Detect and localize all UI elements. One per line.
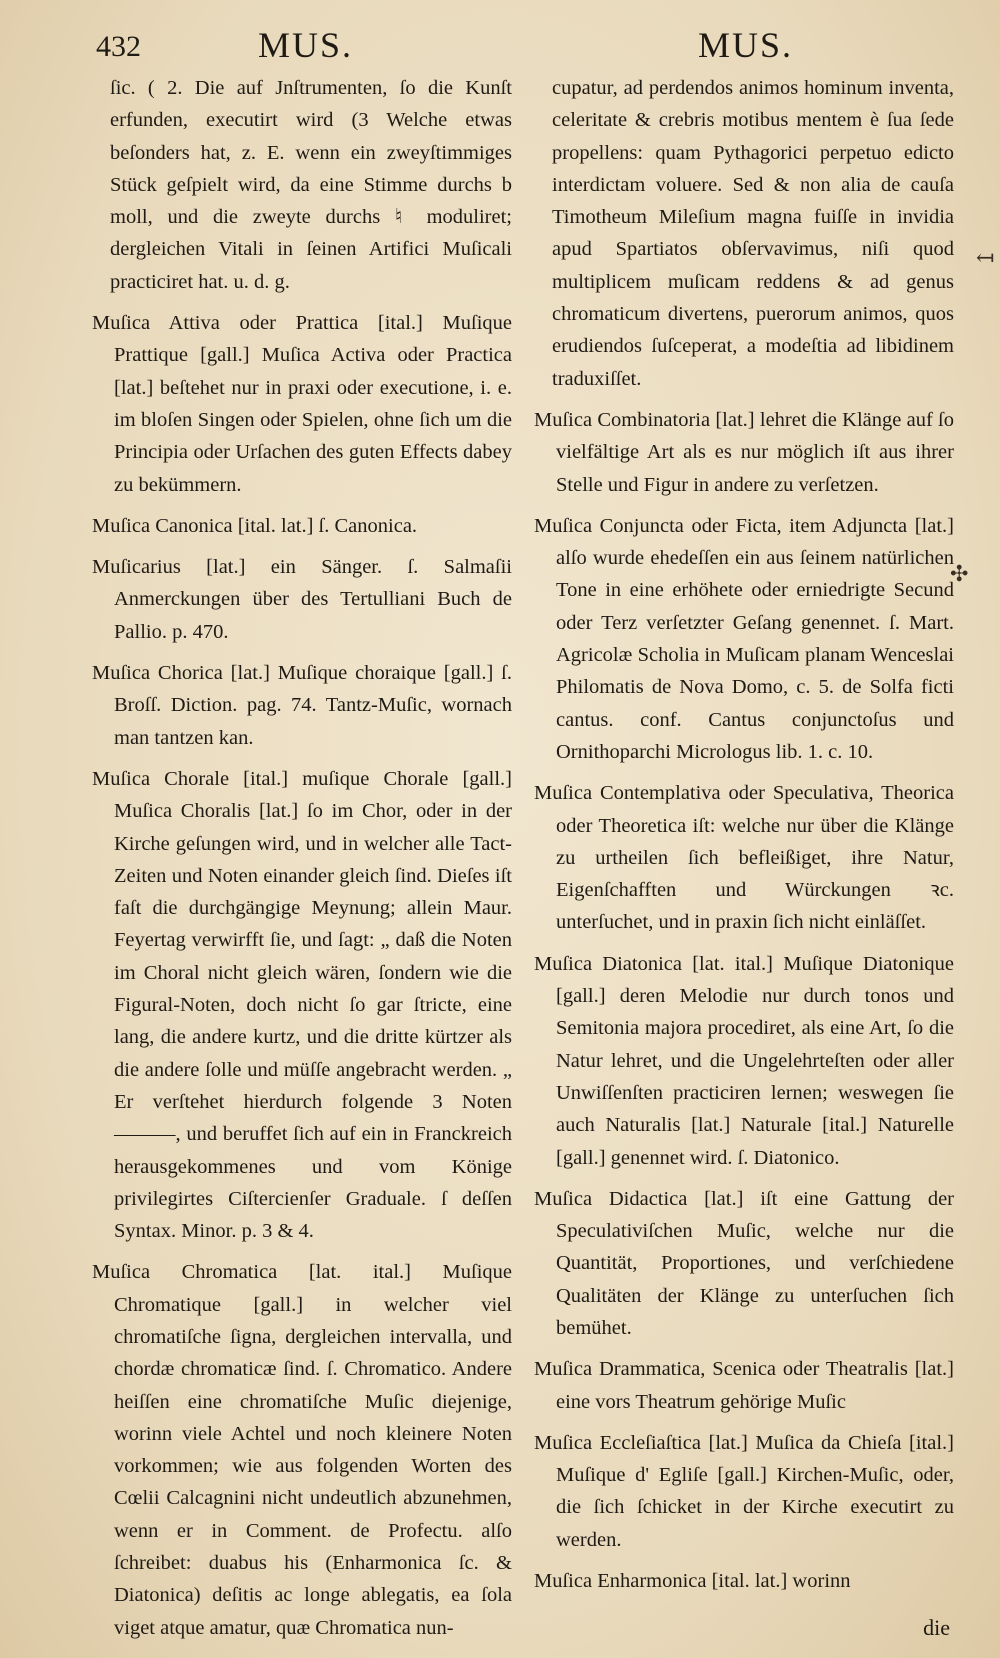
entry-musica-drammatica: Muſica Drammatica, Scenica oder Theatralis [lat.] eine vors Theatrum gehörige Muſic: [534, 1358, 954, 1413]
left-continuation: ſic. ( 2. Die auf Jnſtrumenten, ſo die Kunſt erfunden, executirt wird (3 Welche etwas beſonders hat, z. E. wenn ein zweyſtimmiges Stück geſpielt wird, da eine Stimme durchs b moll, und die zweyte durchs ♮ moduliret; dergleichen Vitali in ſeinen Artifici Muſicali practiciret hat. u. d. g.: [110, 77, 512, 293]
entry-musica-enharmonica: Muſica Enharmonica [ital. lat.] worinn: [534, 1570, 851, 1593]
running-head-left: MUS.: [258, 25, 354, 65]
entry-musica-combinatoria: Muſica Combinatoria [lat.] lehret die Klänge auf ſo vielfältige Art als es nur möglich iſt aus ihrer Stelle und Figur in andere zu verſetzen.: [534, 408, 954, 496]
page-number: 432: [96, 30, 141, 63]
page-header: [0, 18, 1000, 68]
entry-musica-canonica: Muſica Canonica [ital. lat.] ſ. Canonica.: [92, 514, 418, 537]
running-head-right: MUS.: [698, 25, 794, 65]
entry-musica-didactica: Muſica Didactica [lat.] iſt eine Gattung der Speculativiſchen Muſic, welche nur die Quantität, Proportiones, und verſchiedene Qualitäten der Klänge zu unterſuchen ſich bemühet.: [534, 1187, 954, 1339]
entry-musica-chorale: Muſica Chorale [ital.] muſique Chorale [gall.] Muſica Choralis [lat.] ſo im Chor, oder in der Kirche geſungen wird, und in welcher alle Tact-Zeiten und Noten einander gleich ſind. Dieſes iſt faſt die durchgängige Meynung; allein Maur. Feyertag verwirfft ſie, und ſagt: „ daß die Noten im Choral nicht gleich wären, ſondern wie die Figural-Noten, doch nicht ſo gar ſtricte, eine lang, die andere kurtz, und die dritte kürtzer als die andere ſolle und müſſe angebracht werden. „ Er verſtehet hierdurch folgende 3 Noten ———, und beruffet ſich auf ein in Franckreich herausgekommenes und vom Könige privilegirtes Ciſtercienſer Graduale. ſ deſſen Syntax. Minor. p. 3 & 4.: [92, 767, 512, 1243]
entry-musicarius: Muſicarius [lat.] ein Sänger. ſ. Salmaſii Anmerckungen über des Tertulliani Buch de Pallio. p. 470.: [92, 556, 512, 643]
entry-musica-chorica: Muſica Chorica [lat.] Muſique choraique [gall.] ſ. Broſſ. Diction. pag. 74. Tantz-Muſic, wornach man tantzen kan.: [92, 662, 512, 749]
right-column: [534, 72, 954, 1606]
margin-mark-icon: ✣: [950, 562, 969, 587]
margin-mark-icon: ↤: [976, 246, 995, 271]
entry-musica-conjuncta: Muſica Conjuncta oder Ficta, item Adjuncta [lat.] alſo wurde ehedeſſen ein aus ſeinem natürlichen Tone in eine erhöhete oder erniedrigte Secund oder Terz verſetzter Geſang genennet. ſ. Mart. Agricolæ Scholia in Muſicam planam Wenceslai Philomatis de Nova Domo, c. 5. de Solfa ficti cantus. conf. Cantus conjunctoſus und Ornithoparchi Micrologus lib. 1. c. 10.: [534, 514, 954, 763]
entry-musica-diatonica: Muſica Diatonica [lat. ital.] Muſique Diatonique [gall.] deren Melodie nur durch tonos und Semitonia majora procediret, als eine Art, ſo die Natur lehret, und die Ungelehrteſten oder aller Unwiſſenſten practiciren lernen; weswegen ſie auch Naturalis [lat.] Naturale [ital.] Naturelle [gall.] genennet wird. ſ. Diatonico.: [534, 952, 954, 1169]
left-column: [92, 72, 512, 1653]
entry-musica-attiva: Muſica Attiva oder Prattica [ital.] Muſique Prattique [gall.] Muſica Activa oder Practica [lat.] beſtehet nur in praxi oder executione, i. e. im bloſen Singen oder Spielen, ohne ſich um die Principia oder Urſachen des guten Effects dabey zu bekümmern.: [92, 312, 512, 496]
entry-musica-chromatica: Muſica Chromatica [lat. ital.] Muſique Chromatique [gall.] in welcher viel chromatiſche ſigna, dergleichen intervalla, und chordæ chromaticæ ſind. ſ. Chromatico. Andere heiſſen eine chromatiſche Muſic diejenige, worinn viele Achtel und noch kleinere Noten vorkommen; wie aus folgenden Worten des Cœlii Calcagnini nicht undeutlich abzunehmen, wenn er in Comment. de Profectu. alſo ſchreibet: duabus his (Enharmonica ſc. & Diatonica) deſitis ac longe ablegatis, ea ſola viget atque amatur, quæ Chromatica nun-: [92, 1261, 512, 1639]
entry-musica-contemplativa: Muſica Contemplativa oder Speculativa, Theorica oder Theoretica iſt: welche nur über die Klänge zu urtheilen ſich befleißiget, ihre Natur, Eigenſchafften und Würckungen ꝛc. unterſuchet, und in praxin ſich nicht einläſſet.: [534, 782, 954, 934]
entry-musica-ecclesiastica: Muſica Eccleſiaſtica [lat.] Muſica da Chieſa [ital.] Muſique d' Egliſe [gall.] Kirchen-Muſic, oder, die ſich ſchicket in der Kirche executirt zu werden.: [534, 1431, 954, 1551]
catchword: die: [923, 1615, 950, 1640]
right-continuation: cupatur, ad perdendos animos hominum inventa, celeritate & crebris motibus mentem è ſua ſede propellens: quam Pythagorici perpetuo edicto interdictam voluere. Sed & non alia de cauſa Timotheum Mileſium magna fuiſſe in invidia apud Spartiatos obſervavimus, niſi quod multiplicem muſicam reddens & ad genus chromaticum divertens, puerorum animos, quos erudiendos ſuſceperat, a modeſtia ad libidinem traduxiſſet.: [552, 77, 954, 390]
